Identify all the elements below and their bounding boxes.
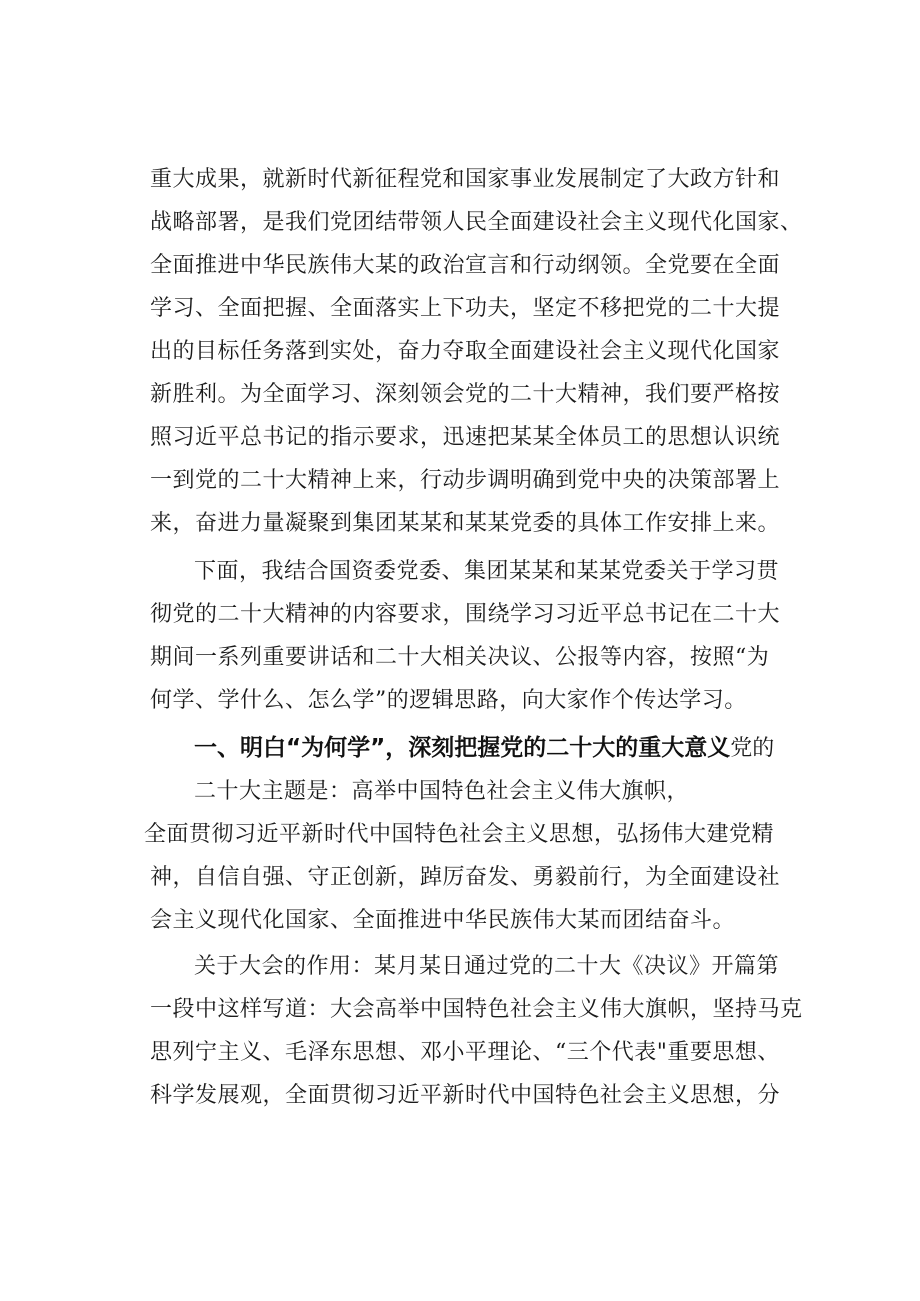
heading-line <box>150 727 810 770</box>
paragraph-intro <box>150 550 810 722</box>
text-line: 彻党的二十大精神的内容要求，围绕学习习近平总书记在二十大 <box>150 602 781 627</box>
text-line: 科学发展观，全面贯彻习近平新时代中国特色社会主义思想，分 <box>150 1083 781 1108</box>
text-line: 学习、全面把握、全面落实上下功夫，坚定不移把党的二十大提 <box>150 296 781 321</box>
text-line: 关于大会的作用：某月某日通过党的二十大《决议》开篇第 <box>194 954 780 979</box>
text-line: 出的目标任务落到实处，奋力夺取全面建设社会主义现代化国家 <box>150 339 781 364</box>
section-heading <box>150 727 810 770</box>
text-line: 期间一系列重要讲话和二十大相关决议、公报等内容，按照“为 <box>150 645 770 670</box>
text-line: 新胜利。为全面学习、深刻领会党的二十大精神，我们要严格按 <box>150 382 781 407</box>
heading-tail-text: 党的 <box>730 736 775 761</box>
paragraph-role <box>150 945 810 1117</box>
text-line: 何学、学什么、怎么学”的逻辑思路，向大家作个传达学习。 <box>150 688 747 713</box>
text-line: 战略部署，是我们党团结带领人民全面建设社会主义现代化国家、 <box>150 210 803 235</box>
text-line: 神，自信自强、守正创新，踔厉奋发、勇毅前行，为全面建设社 <box>150 865 781 890</box>
text-line: 下面，我结合国资委党委、集团某某和某某党委关于学习贯 <box>194 559 780 584</box>
text-line: 全面贯彻习近平新时代中国特色社会主义思想，弘扬伟大建党精 <box>144 822 775 847</box>
text-line: 照习近平总书记的指示要求，迅速把某某全体员工的思想认识统 <box>150 425 781 450</box>
text-line: 思列宁主义、毛泽东思想、邓小平理论、“三个代表"重要思想、 <box>150 1040 780 1065</box>
text-line: 重大成果，就新时代新征程党和国家事业发展制定了大政方针和 <box>150 167 781 192</box>
heading-title: 一、明白“为何学”，深刻把握党的二十大的重大意义 <box>194 735 731 761</box>
paragraph-theme <box>144 770 810 942</box>
text-line: 全面推进中华民族伟大某的政治宣言和行动纲领。全党要在全面 <box>150 253 781 278</box>
text-line: 二十大主题是：高举中国特色社会主义伟大旗帜， <box>194 779 690 804</box>
text-line: 一段中这样写道：大会高举中国特色社会主义伟大旗帜，坚持马克 <box>150 997 803 1022</box>
paragraph-continued <box>150 158 810 545</box>
text-line: 会主义现代化国家、全面推进中华民族伟大某而团结奋斗。 <box>150 908 736 933</box>
text-line: 来，奋进力量凝聚到集团某某和某某党委的具体工作安排上来。 <box>150 511 781 536</box>
text-line: 一到党的二十大精神上来，行动步调明确到党中央的决策部署上 <box>150 468 781 493</box>
